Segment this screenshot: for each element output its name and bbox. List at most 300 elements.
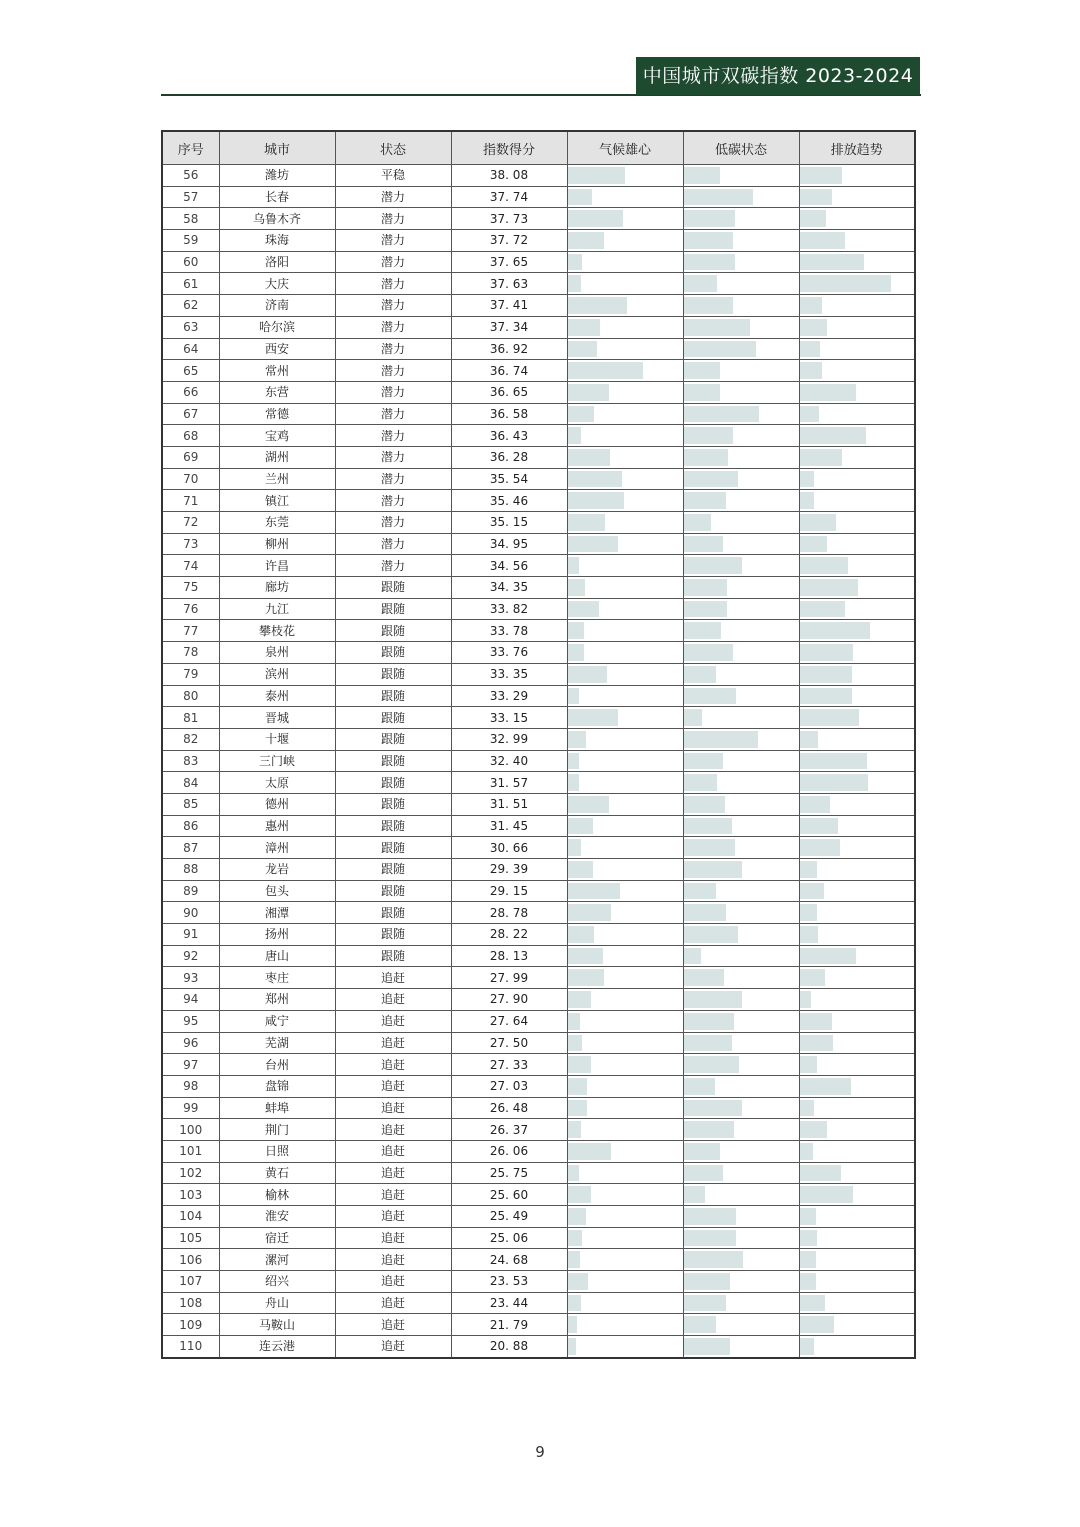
rank-cell: 60 <box>162 251 219 273</box>
table-row <box>162 1292 915 1314</box>
score-cell: 25. 06 <box>451 1227 567 1249</box>
low-carbon-status-bar <box>684 471 738 488</box>
emission-trend-bar <box>800 297 823 314</box>
climate-ambition-bar-cell <box>567 1162 683 1184</box>
low-carbon-status-bar <box>684 1230 737 1247</box>
score-cell: 34. 95 <box>451 533 567 555</box>
low-carbon-status-bar <box>684 861 743 878</box>
emission-trend-bar-cell <box>799 1206 915 1228</box>
city-cell: 黄石 <box>219 1162 335 1184</box>
score-cell: 37. 74 <box>451 186 567 208</box>
climate-ambition-bar-cell <box>567 165 683 187</box>
low-carbon-status-bar <box>684 210 736 227</box>
emission-trend-bar-cell <box>799 512 915 534</box>
low-carbon-status-bar <box>684 275 717 292</box>
low-carbon-status-bar <box>684 948 701 965</box>
score-cell: 24. 68 <box>451 1249 567 1271</box>
climate-ambition-bar-cell <box>567 620 683 642</box>
column-header-climate-ambition: 气候雄心 <box>567 131 683 165</box>
rank-cell: 84 <box>162 772 219 794</box>
city-cell: 柳州 <box>219 533 335 555</box>
rank-cell: 65 <box>162 360 219 382</box>
status-cell: 跟随 <box>335 945 451 967</box>
rank-cell: 62 <box>162 295 219 317</box>
climate-ambition-bar-cell <box>567 880 683 902</box>
low-carbon-status-bar <box>684 644 733 661</box>
low-carbon-status-bar <box>684 926 738 943</box>
rank-cell: 61 <box>162 273 219 295</box>
score-cell: 27. 99 <box>451 967 567 989</box>
city-cell: 三门峡 <box>219 750 335 772</box>
score-cell: 26. 37 <box>451 1119 567 1141</box>
status-cell: 追赶 <box>335 1054 451 1076</box>
city-cell: 泉州 <box>219 642 335 664</box>
table-row <box>162 1140 915 1162</box>
table-row <box>162 577 915 599</box>
table-row <box>162 924 915 946</box>
emission-trend-bar <box>800 275 892 292</box>
climate-ambition-bar-cell <box>567 1054 683 1076</box>
climate-ambition-bar-cell <box>567 1119 683 1141</box>
emission-trend-bar <box>800 774 869 791</box>
table-row <box>162 880 915 902</box>
emission-trend-bar <box>800 579 858 596</box>
low-carbon-status-bar-cell <box>683 1184 799 1206</box>
low-carbon-status-bar-cell <box>683 750 799 772</box>
status-cell: 追赶 <box>335 1162 451 1184</box>
climate-ambition-bar <box>568 818 593 835</box>
emission-trend-bar <box>800 969 825 986</box>
climate-ambition-bar <box>568 189 592 206</box>
city-cell: 兰州 <box>219 468 335 490</box>
low-carbon-status-bar-cell <box>683 1162 799 1184</box>
climate-ambition-bar <box>568 601 599 618</box>
emission-trend-bar <box>800 341 821 358</box>
status-cell: 追赶 <box>335 967 451 989</box>
low-carbon-status-bar <box>684 406 760 423</box>
low-carbon-status-bar-cell <box>683 1140 799 1162</box>
low-carbon-status-bar-cell <box>683 1010 799 1032</box>
table-row <box>162 512 915 534</box>
low-carbon-status-bar <box>684 1338 730 1355</box>
table-row <box>162 208 915 230</box>
status-cell: 潜力 <box>335 338 451 360</box>
emission-trend-bar <box>800 1121 827 1138</box>
climate-ambition-bar-cell <box>567 1140 683 1162</box>
rank-cell: 106 <box>162 1249 219 1271</box>
climate-ambition-bar <box>568 969 605 986</box>
climate-ambition-bar <box>568 427 582 444</box>
low-carbon-status-bar <box>684 254 736 271</box>
low-carbon-status-bar-cell <box>683 381 799 403</box>
low-carbon-status-bar <box>684 189 753 206</box>
emission-trend-bar-cell <box>799 1075 915 1097</box>
city-cell: 太原 <box>219 772 335 794</box>
low-carbon-status-bar-cell <box>683 793 799 815</box>
low-carbon-status-bar-cell <box>683 1206 799 1228</box>
score-cell: 27. 50 <box>451 1032 567 1054</box>
emission-trend-bar <box>800 167 842 184</box>
score-cell: 27. 90 <box>451 989 567 1011</box>
rank-cell: 67 <box>162 403 219 425</box>
status-cell: 追赶 <box>335 1119 451 1141</box>
low-carbon-status-bar-cell <box>683 338 799 360</box>
table-row <box>162 772 915 794</box>
emission-trend-bar <box>800 1035 833 1052</box>
low-carbon-status-bar-cell <box>683 273 799 295</box>
table-row <box>162 685 915 707</box>
climate-ambition-bar <box>568 1186 591 1203</box>
climate-ambition-bar-cell <box>567 403 683 425</box>
climate-ambition-bar <box>568 796 609 813</box>
score-cell: 28. 78 <box>451 902 567 924</box>
low-carbon-status-bar-cell <box>683 880 799 902</box>
climate-ambition-bar-cell <box>567 533 683 555</box>
emission-trend-bar-cell <box>799 620 915 642</box>
emission-trend-bar-cell <box>799 1249 915 1271</box>
emission-trend-bar-cell <box>799 533 915 555</box>
emission-trend-bar <box>800 688 853 705</box>
climate-ambition-bar <box>568 883 621 900</box>
emission-trend-bar-cell <box>799 707 915 729</box>
climate-ambition-bar-cell <box>567 208 683 230</box>
climate-ambition-bar <box>568 1208 586 1225</box>
climate-ambition-bar <box>568 514 606 531</box>
city-cell: 包头 <box>219 880 335 902</box>
low-carbon-status-bar-cell <box>683 1271 799 1293</box>
score-cell: 27. 03 <box>451 1075 567 1097</box>
emission-trend-bar <box>800 210 826 227</box>
table-row <box>162 989 915 1011</box>
low-carbon-status-bar-cell <box>683 295 799 317</box>
low-carbon-status-bar-cell <box>683 728 799 750</box>
emission-trend-bar-cell <box>799 642 915 664</box>
emission-trend-bar-cell <box>799 837 915 859</box>
climate-ambition-bar-cell <box>567 967 683 989</box>
city-cell: 攀枝花 <box>219 620 335 642</box>
table-row <box>162 468 915 490</box>
table-row <box>162 555 915 577</box>
emission-trend-bar-cell <box>799 381 915 403</box>
rank-cell: 101 <box>162 1140 219 1162</box>
status-cell: 跟随 <box>335 750 451 772</box>
climate-ambition-bar <box>568 688 580 705</box>
climate-ambition-bar-cell <box>567 685 683 707</box>
table-row <box>162 1227 915 1249</box>
score-cell: 28. 13 <box>451 945 567 967</box>
rank-cell: 96 <box>162 1032 219 1054</box>
emission-trend-bar <box>800 796 831 813</box>
rank-cell: 66 <box>162 381 219 403</box>
rank-cell: 69 <box>162 446 219 468</box>
city-cell: 扬州 <box>219 924 335 946</box>
city-cell: 东莞 <box>219 512 335 534</box>
city-cell: 济南 <box>219 295 335 317</box>
emission-trend-bar <box>800 1056 817 1073</box>
low-carbon-status-bar-cell <box>683 945 799 967</box>
score-cell: 34. 35 <box>451 577 567 599</box>
low-carbon-status-bar-cell <box>683 208 799 230</box>
low-carbon-status-bar <box>684 319 751 336</box>
score-cell: 35. 54 <box>451 468 567 490</box>
score-cell: 30. 66 <box>451 837 567 859</box>
city-cell: 镇江 <box>219 490 335 512</box>
score-cell: 33. 29 <box>451 685 567 707</box>
low-carbon-status-bar <box>684 297 733 314</box>
status-cell: 跟随 <box>335 880 451 902</box>
climate-ambition-bar <box>568 753 580 770</box>
status-cell: 追赶 <box>335 1032 451 1054</box>
rank-cell: 98 <box>162 1075 219 1097</box>
emission-trend-bar-cell <box>799 1119 915 1141</box>
climate-ambition-bar <box>568 492 624 509</box>
climate-ambition-bar <box>568 1316 577 1333</box>
table-row <box>162 707 915 729</box>
emission-trend-bar <box>800 753 868 770</box>
status-cell: 潜力 <box>335 403 451 425</box>
score-cell: 36. 65 <box>451 381 567 403</box>
low-carbon-status-bar <box>684 1143 721 1160</box>
low-carbon-status-bar-cell <box>683 1054 799 1076</box>
rank-cell: 76 <box>162 598 219 620</box>
rank-cell: 100 <box>162 1119 219 1141</box>
climate-ambition-bar-cell <box>567 468 683 490</box>
status-cell: 跟随 <box>335 837 451 859</box>
climate-ambition-bar-cell <box>567 425 683 447</box>
emission-trend-bar-cell <box>799 316 915 338</box>
climate-ambition-bar <box>568 1251 581 1268</box>
rank-cell: 64 <box>162 338 219 360</box>
climate-ambition-bar <box>568 232 605 249</box>
table-row <box>162 642 915 664</box>
city-cell: 珠海 <box>219 230 335 252</box>
report-title: 中国城市双碳指数 2023-2024 <box>642 65 914 87</box>
low-carbon-status-bar-cell <box>683 1032 799 1054</box>
status-cell: 跟随 <box>335 772 451 794</box>
rank-cell: 73 <box>162 533 219 555</box>
low-carbon-status-bar-cell <box>683 468 799 490</box>
rank-cell: 103 <box>162 1184 219 1206</box>
climate-ambition-bar-cell <box>567 1292 683 1314</box>
emission-trend-bar <box>800 622 871 639</box>
status-cell: 追赶 <box>335 989 451 1011</box>
city-cell: 日照 <box>219 1140 335 1162</box>
score-cell: 21. 79 <box>451 1314 567 1336</box>
emission-trend-bar-cell <box>799 425 915 447</box>
report-title-banner <box>636 57 920 95</box>
table-row <box>162 533 915 555</box>
score-cell: 27. 33 <box>451 1054 567 1076</box>
score-cell: 36. 92 <box>451 338 567 360</box>
low-carbon-status-bar <box>684 774 717 791</box>
rank-cell: 58 <box>162 208 219 230</box>
city-cell: 舟山 <box>219 1292 335 1314</box>
low-carbon-status-bar <box>684 1100 743 1117</box>
low-carbon-status-bar <box>684 1056 739 1073</box>
city-cell: 马鞍山 <box>219 1314 335 1336</box>
low-carbon-status-bar <box>684 579 728 596</box>
climate-ambition-bar-cell <box>567 859 683 881</box>
emission-trend-bar <box>800 1295 825 1312</box>
low-carbon-status-bar <box>684 1165 723 1182</box>
score-cell: 33. 35 <box>451 663 567 685</box>
score-cell: 31. 57 <box>451 772 567 794</box>
score-cell: 33. 15 <box>451 707 567 729</box>
climate-ambition-bar-cell <box>567 598 683 620</box>
city-cell: 十堰 <box>219 728 335 750</box>
emission-trend-bar-cell <box>799 446 915 468</box>
climate-ambition-bar <box>568 449 611 466</box>
emission-trend-bar <box>800 1100 815 1117</box>
status-cell: 追赶 <box>335 1292 451 1314</box>
climate-ambition-bar <box>568 926 594 943</box>
score-cell: 36. 74 <box>451 360 567 382</box>
low-carbon-status-bar-cell <box>683 967 799 989</box>
rank-cell: 79 <box>162 663 219 685</box>
emission-trend-bar-cell <box>799 1336 915 1358</box>
score-cell: 37. 72 <box>451 230 567 252</box>
emission-trend-bar <box>800 449 842 466</box>
climate-ambition-bar-cell <box>567 512 683 534</box>
climate-ambition-bar <box>568 1295 582 1312</box>
status-cell: 潜力 <box>335 468 451 490</box>
low-carbon-status-bar <box>684 1208 737 1225</box>
climate-ambition-bar-cell <box>567 837 683 859</box>
status-cell: 潜力 <box>335 316 451 338</box>
table-row <box>162 793 915 815</box>
city-cell: 常德 <box>219 403 335 425</box>
rank-cell: 97 <box>162 1054 219 1076</box>
emission-trend-bar <box>800 731 818 748</box>
low-carbon-status-bar <box>684 536 723 553</box>
city-cell: 廊坊 <box>219 577 335 599</box>
emission-trend-bar-cell <box>799 1097 915 1119</box>
rank-cell: 72 <box>162 512 219 534</box>
status-cell: 潜力 <box>335 360 451 382</box>
rank-cell: 56 <box>162 165 219 187</box>
emission-trend-bar <box>800 427 866 444</box>
climate-ambition-bar <box>568 774 580 791</box>
table-row <box>162 728 915 750</box>
climate-ambition-bar <box>568 362 644 379</box>
emission-trend-bar-cell <box>799 165 915 187</box>
rank-cell: 93 <box>162 967 219 989</box>
climate-ambition-bar-cell <box>567 707 683 729</box>
rank-cell: 95 <box>162 1010 219 1032</box>
emission-trend-bar-cell <box>799 663 915 685</box>
status-cell: 潜力 <box>335 381 451 403</box>
low-carbon-status-bar <box>684 1013 735 1030</box>
emission-trend-bar-cell <box>799 859 915 881</box>
table-row <box>162 1206 915 1228</box>
climate-ambition-bar-cell <box>567 902 683 924</box>
table-row <box>162 295 915 317</box>
low-carbon-status-bar-cell <box>683 1075 799 1097</box>
climate-ambition-bar <box>568 536 619 553</box>
status-cell: 跟随 <box>335 642 451 664</box>
table-row <box>162 1249 915 1271</box>
city-cell: 蚌埠 <box>219 1097 335 1119</box>
table-row <box>162 425 915 447</box>
table-row <box>162 381 915 403</box>
city-cell: 唐山 <box>219 945 335 967</box>
status-cell: 跟随 <box>335 685 451 707</box>
low-carbon-status-bar-cell <box>683 1227 799 1249</box>
emission-trend-bar <box>800 709 860 726</box>
low-carbon-status-bar <box>684 969 724 986</box>
climate-ambition-bar <box>568 557 580 574</box>
low-carbon-status-bar-cell <box>683 685 799 707</box>
rank-cell: 68 <box>162 425 219 447</box>
climate-ambition-bar <box>568 319 600 336</box>
score-cell: 38. 08 <box>451 165 567 187</box>
emission-trend-bar <box>800 536 827 553</box>
score-cell: 36. 43 <box>451 425 567 447</box>
low-carbon-status-bar-cell <box>683 924 799 946</box>
emission-trend-bar-cell <box>799 1184 915 1206</box>
column-header-status: 状态 <box>335 131 451 165</box>
table-row <box>162 165 915 187</box>
low-carbon-status-bar <box>684 1121 735 1138</box>
city-cell: 晋城 <box>219 707 335 729</box>
climate-ambition-bar <box>568 1338 576 1355</box>
rank-cell: 74 <box>162 555 219 577</box>
climate-ambition-bar <box>568 1078 588 1095</box>
emission-trend-bar <box>800 818 839 835</box>
status-cell: 追赶 <box>335 1227 451 1249</box>
climate-ambition-bar <box>568 1230 583 1247</box>
low-carbon-status-bar-cell <box>683 620 799 642</box>
emission-trend-bar-cell <box>799 490 915 512</box>
low-carbon-status-bar-cell <box>683 251 799 273</box>
climate-ambition-bar <box>568 644 584 661</box>
climate-ambition-bar <box>568 1121 582 1138</box>
low-carbon-status-bar <box>684 991 743 1008</box>
climate-ambition-bar-cell <box>567 1227 683 1249</box>
status-cell: 潜力 <box>335 208 451 230</box>
climate-ambition-bar-cell <box>567 186 683 208</box>
rank-cell: 87 <box>162 837 219 859</box>
low-carbon-status-bar-cell <box>683 1336 799 1358</box>
emission-trend-bar-cell <box>799 989 915 1011</box>
table-row <box>162 338 915 360</box>
city-cell: 惠州 <box>219 815 335 837</box>
emission-trend-bar <box>800 471 815 488</box>
emission-trend-bar <box>800 319 827 336</box>
city-cell: 常州 <box>219 360 335 382</box>
climate-ambition-bar <box>568 254 583 271</box>
climate-ambition-bar-cell <box>567 446 683 468</box>
score-cell: 26. 06 <box>451 1140 567 1162</box>
emission-trend-bar-cell <box>799 1271 915 1293</box>
emission-trend-bar-cell <box>799 1054 915 1076</box>
status-cell: 追赶 <box>335 1097 451 1119</box>
score-cell: 33. 76 <box>451 642 567 664</box>
emission-trend-bar <box>800 601 846 618</box>
score-cell: 28. 22 <box>451 924 567 946</box>
table-row <box>162 598 915 620</box>
rank-cell: 78 <box>162 642 219 664</box>
emission-trend-bar <box>800 839 840 856</box>
low-carbon-status-bar <box>684 1251 744 1268</box>
climate-ambition-bar-cell <box>567 728 683 750</box>
low-carbon-status-bar <box>684 362 721 379</box>
climate-ambition-bar-cell <box>567 1271 683 1293</box>
climate-ambition-bar-cell <box>567 945 683 967</box>
emission-trend-bar <box>800 1316 834 1333</box>
status-cell: 追赶 <box>335 1206 451 1228</box>
climate-ambition-bar <box>568 622 584 639</box>
